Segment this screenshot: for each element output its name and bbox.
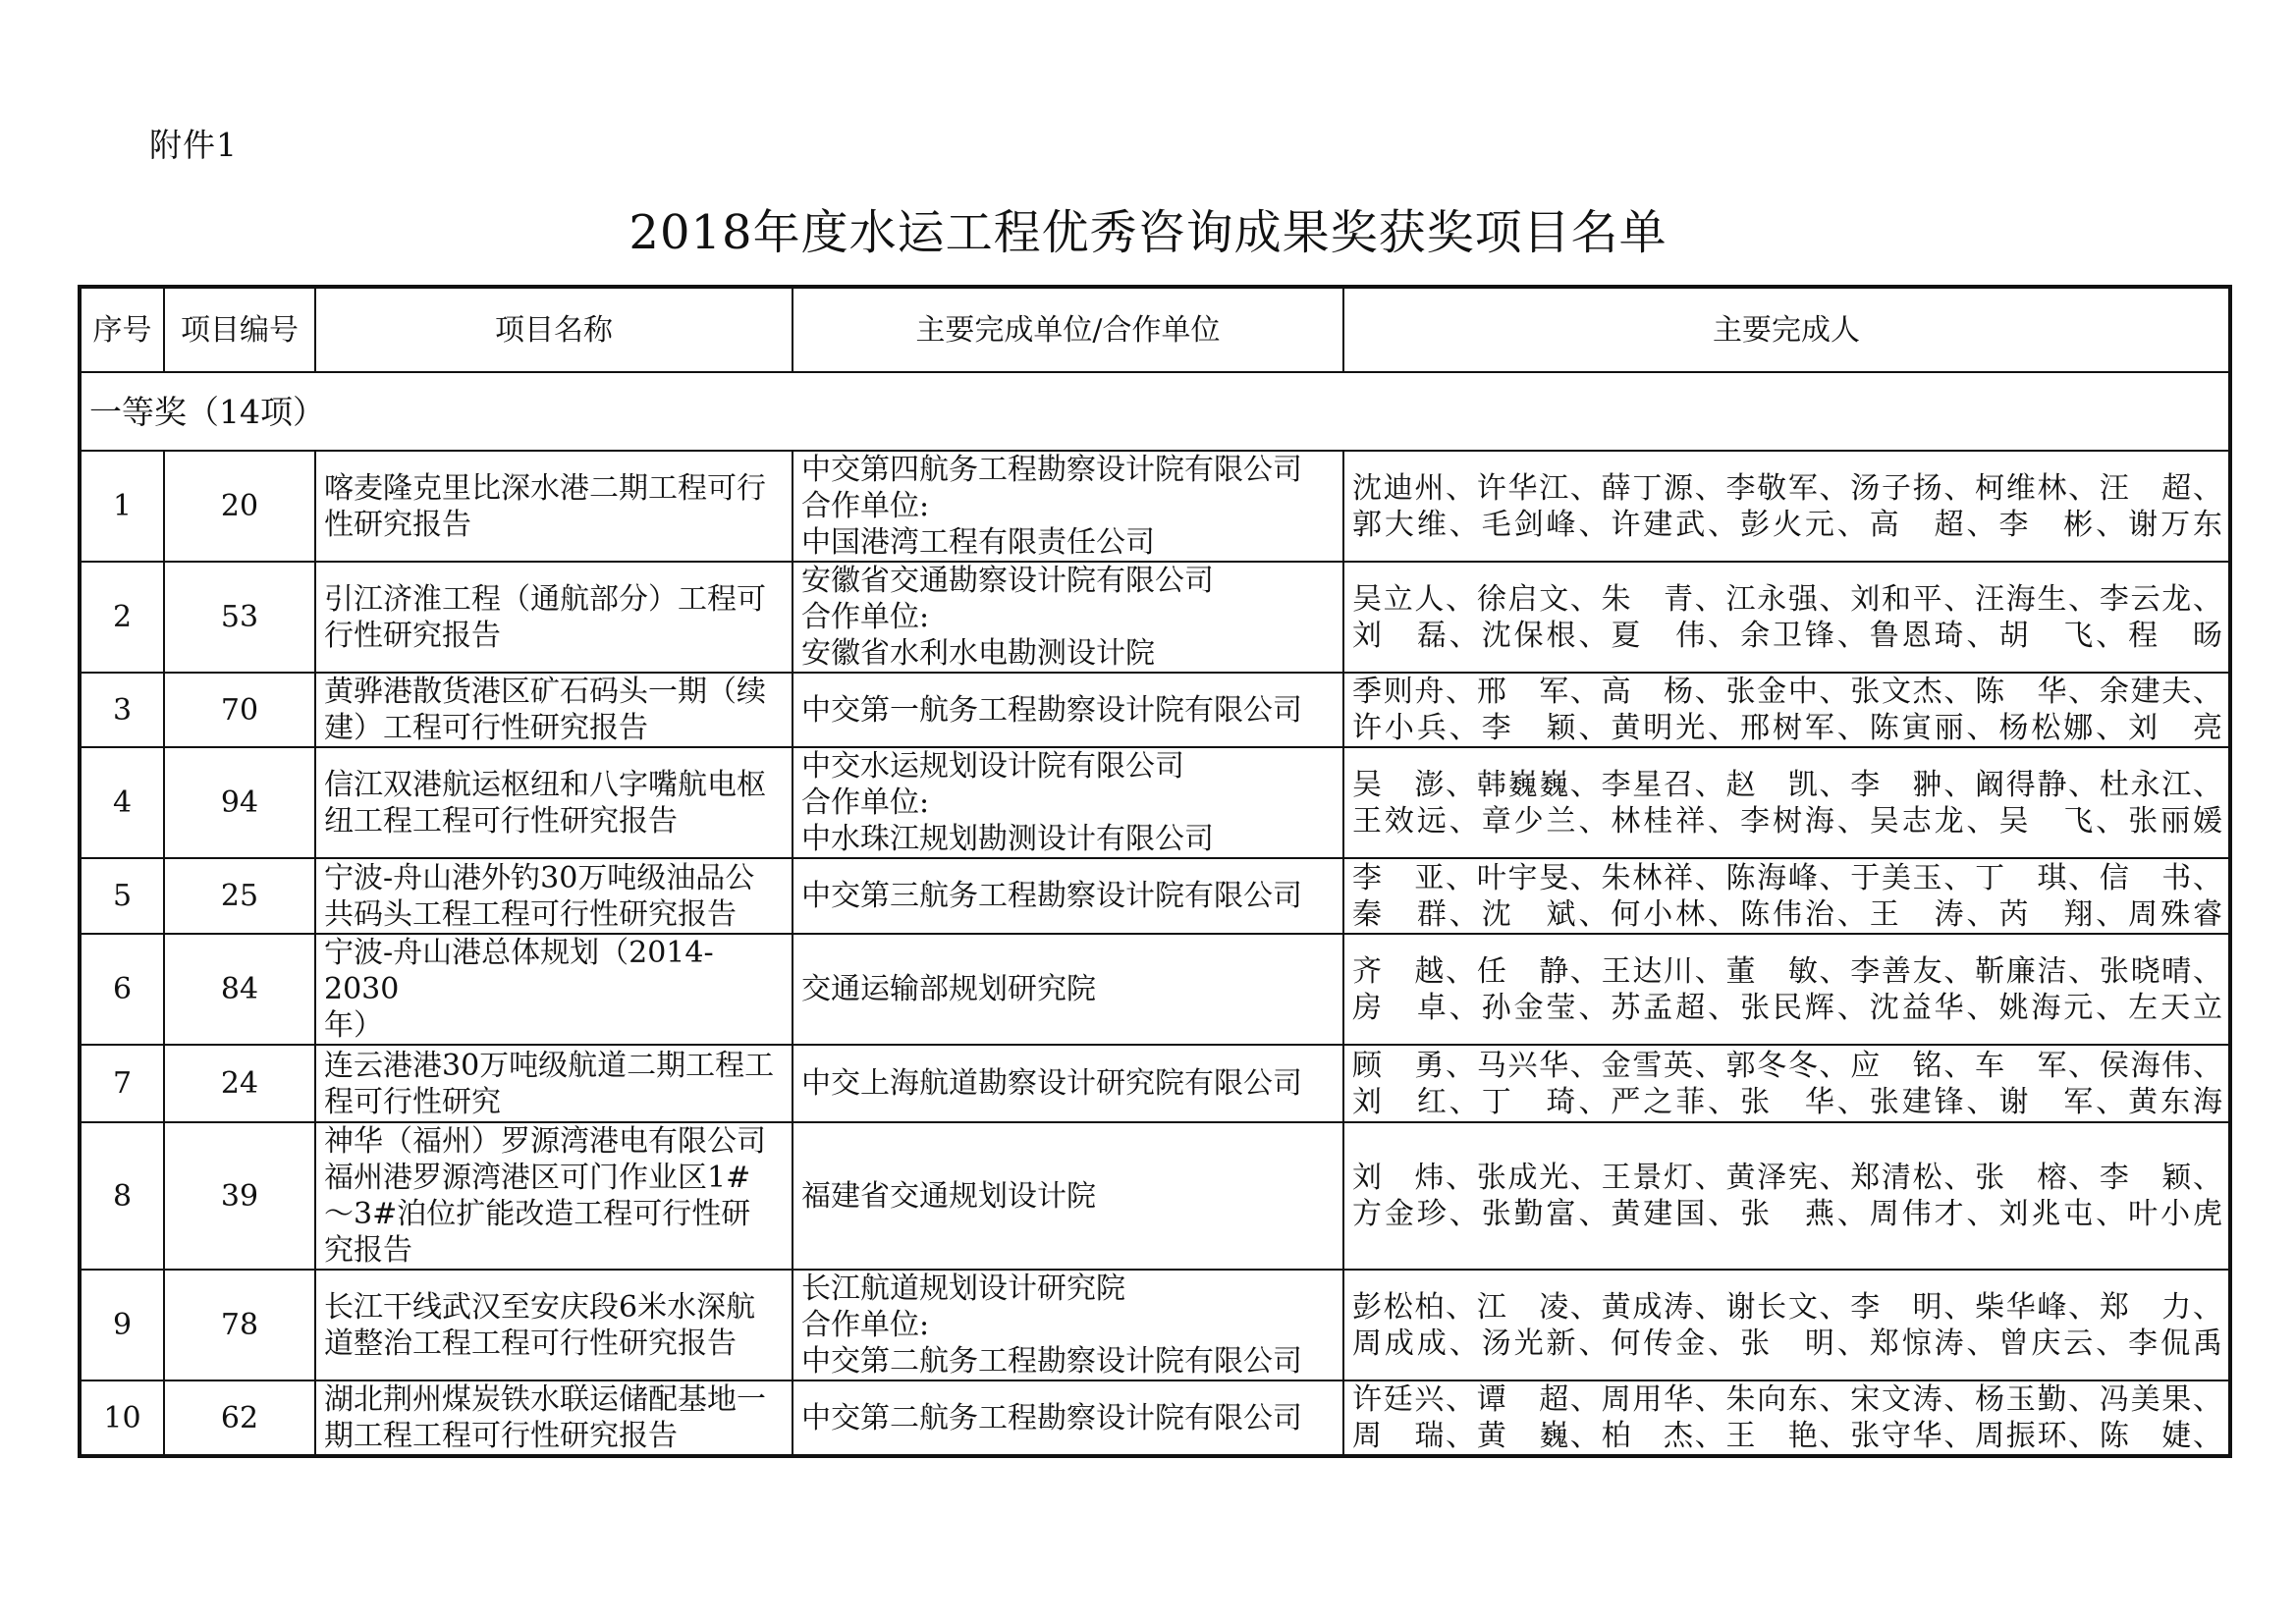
cell-code: 53 xyxy=(164,562,315,673)
cell-people xyxy=(1343,1270,2230,1380)
people-line: 彭松柏、江 凌、黄成涛、谢长文、李 明、柴华峰、郑 力、 xyxy=(1352,1289,2222,1325)
cell-project-name xyxy=(315,934,793,1045)
cell-people xyxy=(1343,934,2230,1045)
award-table xyxy=(78,285,2232,1458)
unit-line: 长江航道规划设计研究院 xyxy=(801,1272,1125,1306)
cell-people xyxy=(1343,673,2230,747)
table-header-row xyxy=(80,287,2230,372)
column-header-name: 项目名称 xyxy=(315,287,793,372)
project-name-line: 程可行性研究 xyxy=(324,1084,501,1119)
table-row xyxy=(80,934,2230,1045)
cell-seq: 10 xyxy=(80,1380,164,1456)
people-line: 王效远、章少兰、林桂祥、李树海、吴志龙、吴 飞、张丽媛 xyxy=(1352,803,2222,839)
project-name-line: 纽工程工程可行性研究报告 xyxy=(324,803,678,839)
cell-project-name xyxy=(315,562,793,673)
cell-unit xyxy=(793,673,1343,747)
cell-people xyxy=(1343,1045,2230,1122)
cell-project-name xyxy=(315,673,793,747)
cell-code: 84 xyxy=(164,934,315,1045)
cell-code: 78 xyxy=(164,1270,315,1380)
cell-seq: 4 xyxy=(80,747,164,858)
people-line: 周成成、汤光新、何传金、张 明、郑惊涛、曾庆云、李侃禹 xyxy=(1352,1326,2222,1361)
project-name-line: 黄骅港散货港区矿石码头一期（续 xyxy=(324,675,766,709)
people-line: 刘 红、丁 琦、严之菲、张 华、张建锋、谢 军、黄东海 xyxy=(1352,1084,2222,1119)
unit-line: 中交第二航务工程勘察设计院有限公司 xyxy=(801,1400,1302,1435)
cell-unit xyxy=(793,451,1343,562)
cell-people xyxy=(1343,747,2230,858)
cell-project-name xyxy=(315,858,793,934)
unit-line: 中交水运规划设计院有限公司 xyxy=(801,749,1184,784)
project-name-line: 年） xyxy=(324,1008,383,1043)
cell-seq: 5 xyxy=(80,858,164,934)
table-row xyxy=(80,451,2230,562)
cell-unit xyxy=(793,562,1343,673)
table-row xyxy=(80,1380,2230,1456)
cell-unit xyxy=(793,747,1343,858)
people-line: 李 亚、叶宇旻、朱林祥、陈海峰、于美玉、丁 琪、信 书、 xyxy=(1352,860,2222,895)
cell-people xyxy=(1343,1122,2230,1270)
people-line: 吴 澎、韩巍巍、李星召、赵 凯、李 翀、阚得静、杜永江、 xyxy=(1352,767,2222,802)
cell-people xyxy=(1343,858,2230,934)
people-line: 吴立人、徐启文、朱 青、江永强、刘和平、汪海生、李云龙、 xyxy=(1352,581,2222,617)
project-name-line: 福州港罗源湾港区可门作业区1# xyxy=(324,1161,751,1195)
cell-code: 39 xyxy=(164,1122,315,1270)
column-header-code: 项目编号 xyxy=(164,287,315,372)
cell-project-name xyxy=(315,1122,793,1270)
unit-line: 合作单位: xyxy=(801,489,930,523)
unit-line: 合作单位: xyxy=(801,1308,930,1342)
cell-code: 20 xyxy=(164,451,315,562)
unit-line: 福建省交通规划设计院 xyxy=(801,1178,1096,1214)
column-header-seq: 序号 xyxy=(80,287,164,372)
people-line: 齐 越、任 静、王达川、董 敏、李善友、靳廉洁、张晓晴、 xyxy=(1352,953,2222,989)
unit-line: 中交第一航务工程勘察设计院有限公司 xyxy=(801,692,1302,728)
project-name-line: 共码头工程工程可行性研究报告 xyxy=(324,896,737,932)
cell-people xyxy=(1343,1380,2230,1456)
unit-line: 合作单位: xyxy=(801,600,930,634)
project-name-line: 喀麦隆克里比深水港二期工程可行 xyxy=(324,470,766,506)
project-name-line: 引江济淮工程（通航部分）工程可 xyxy=(324,581,766,617)
unit-line: 安徽省水利水电勘测设计院 xyxy=(801,636,1155,671)
people-line: 郭大维、毛剑峰、许建武、彭火元、高 超、李 彬、谢万东 xyxy=(1352,507,2222,542)
table-body xyxy=(80,372,2230,1456)
cell-project-name xyxy=(315,451,793,562)
cell-people xyxy=(1343,562,2230,673)
cell-seq: 1 xyxy=(80,451,164,562)
project-name-line: 究报告 xyxy=(324,1233,412,1268)
cell-seq: 8 xyxy=(80,1122,164,1270)
cell-unit xyxy=(793,1045,1343,1122)
cell-people xyxy=(1343,451,2230,562)
cell-unit xyxy=(793,1122,1343,1270)
project-name-line: 神华（福州）罗源湾港电有限公司 xyxy=(324,1124,766,1159)
cell-code: 24 xyxy=(164,1045,315,1122)
table-row xyxy=(80,1270,2230,1380)
cell-unit xyxy=(793,1380,1343,1456)
cell-project-name xyxy=(315,1380,793,1456)
unit-line: 安徽省交通勘察设计院有限公司 xyxy=(801,564,1214,598)
people-line: 沈迪州、许华江、薛丁源、李敬军、汤子扬、柯维林、汪 超、 xyxy=(1352,470,2222,506)
cell-project-name xyxy=(315,1045,793,1122)
people-line: 周 瑞、黄 巍、柏 杰、王 艳、张守华、周振环、陈 婕、 xyxy=(1352,1419,2222,1453)
table-row xyxy=(80,673,2230,747)
people-line: 秦 群、沈 斌、何小林、陈伟治、王 涛、芮 翔、周殊睿 xyxy=(1352,896,2222,932)
unit-line: 中交第四航务工程勘察设计院有限公司 xyxy=(801,453,1302,487)
project-name-line: 行性研究报告 xyxy=(324,618,501,653)
unit-line: 中交上海航道勘察设计研究院有限公司 xyxy=(801,1066,1302,1101)
table-row xyxy=(80,1122,2230,1270)
project-name-line: 期工程工程可行性研究报告 xyxy=(324,1419,678,1453)
table-row xyxy=(80,747,2230,858)
table-row xyxy=(80,562,2230,673)
column-header-unit: 主要完成单位/合作单位 xyxy=(793,287,1343,372)
cell-project-name xyxy=(315,1270,793,1380)
cell-seq: 7 xyxy=(80,1045,164,1122)
cell-seq: 6 xyxy=(80,934,164,1045)
cell-code: 70 xyxy=(164,673,315,747)
unit-line: 中交第二航务工程勘察设计院有限公司 xyxy=(801,1344,1302,1379)
project-name-line: 连云港港30万吨级航道二期工程工 xyxy=(324,1048,775,1083)
cell-seq: 3 xyxy=(80,673,164,747)
document-title: 2018年度水运工程优秀咨询成果奖获奖项目名单 xyxy=(629,205,1667,260)
unit-line: 交通运输部规划研究院 xyxy=(801,972,1096,1006)
project-name-line: 道整治工程工程可行性研究报告 xyxy=(324,1326,737,1361)
project-name-line: 性研究报告 xyxy=(324,507,471,542)
project-name-line: 宁波-舟山港外钓30万吨级油品公 xyxy=(324,860,755,895)
project-name-line: ～3#泊位扩能改造工程可行性研 xyxy=(324,1197,751,1231)
section-row xyxy=(80,372,2230,451)
people-line: 刘 炜、张成光、王景灯、黄泽宪、郑清松、张 榕、李 颖、 xyxy=(1352,1161,2222,1195)
cell-unit xyxy=(793,934,1343,1045)
project-name-line: 长江干线武汉至安庆段6米水深航 xyxy=(324,1289,756,1325)
project-name-line: 建）工程可行性研究报告 xyxy=(324,711,648,745)
people-line: 许廷兴、谭 超、周用华、朱向东、宋文涛、杨玉勤、冯美果、 xyxy=(1352,1382,2222,1417)
people-line: 方金珍、张勤富、黄建国、张 燕、周伟才、刘兆屯、叶小虎 xyxy=(1352,1197,2222,1231)
section-heading: 一等奖（14项） xyxy=(80,372,2230,451)
unit-line: 中国港湾工程有限责任公司 xyxy=(801,525,1155,560)
people-line: 房 卓、孙金莹、苏孟超、张民辉、沈益华、姚海元、左天立 xyxy=(1352,990,2222,1025)
cell-code: 94 xyxy=(164,747,315,858)
project-name-line: 宁波-舟山港总体规划（2014-2030 xyxy=(324,936,714,1006)
cell-unit xyxy=(793,1270,1343,1380)
people-line: 许小兵、李 颖、黄明光、邢树军、陈寅丽、杨松娜、刘 亮 xyxy=(1352,711,2222,745)
unit-line: 中交第三航务工程勘察设计院有限公司 xyxy=(801,879,1302,913)
column-header-people: 主要完成人 xyxy=(1343,287,2230,372)
attachment-label: 附件1 xyxy=(149,126,238,164)
cell-project-name xyxy=(315,747,793,858)
cell-code: 25 xyxy=(164,858,315,934)
cell-code: 62 xyxy=(164,1380,315,1456)
people-line: 季则舟、邢 军、高 杨、张金中、张文杰、陈 华、余建夫、 xyxy=(1352,675,2222,709)
people-line: 刘 磊、沈保根、夏 伟、余卫锋、鲁恩琦、胡 飞、程 旸 xyxy=(1352,618,2222,653)
people-line: 顾 勇、马兴华、金雪英、郭冬冬、应 铭、车 军、侯海伟、 xyxy=(1352,1048,2222,1083)
cell-unit xyxy=(793,858,1343,934)
unit-line: 合作单位: xyxy=(801,785,930,820)
unit-line: 中水珠江规划勘测设计有限公司 xyxy=(801,822,1214,856)
table-row xyxy=(80,1045,2230,1122)
project-name-line: 信江双港航运枢纽和八字嘴航电枢 xyxy=(324,767,766,802)
cell-seq: 2 xyxy=(80,562,164,673)
table-row xyxy=(80,858,2230,934)
cell-seq: 9 xyxy=(80,1270,164,1380)
project-name-line: 湖北荆州煤炭铁水联运储配基地一 xyxy=(324,1382,766,1417)
